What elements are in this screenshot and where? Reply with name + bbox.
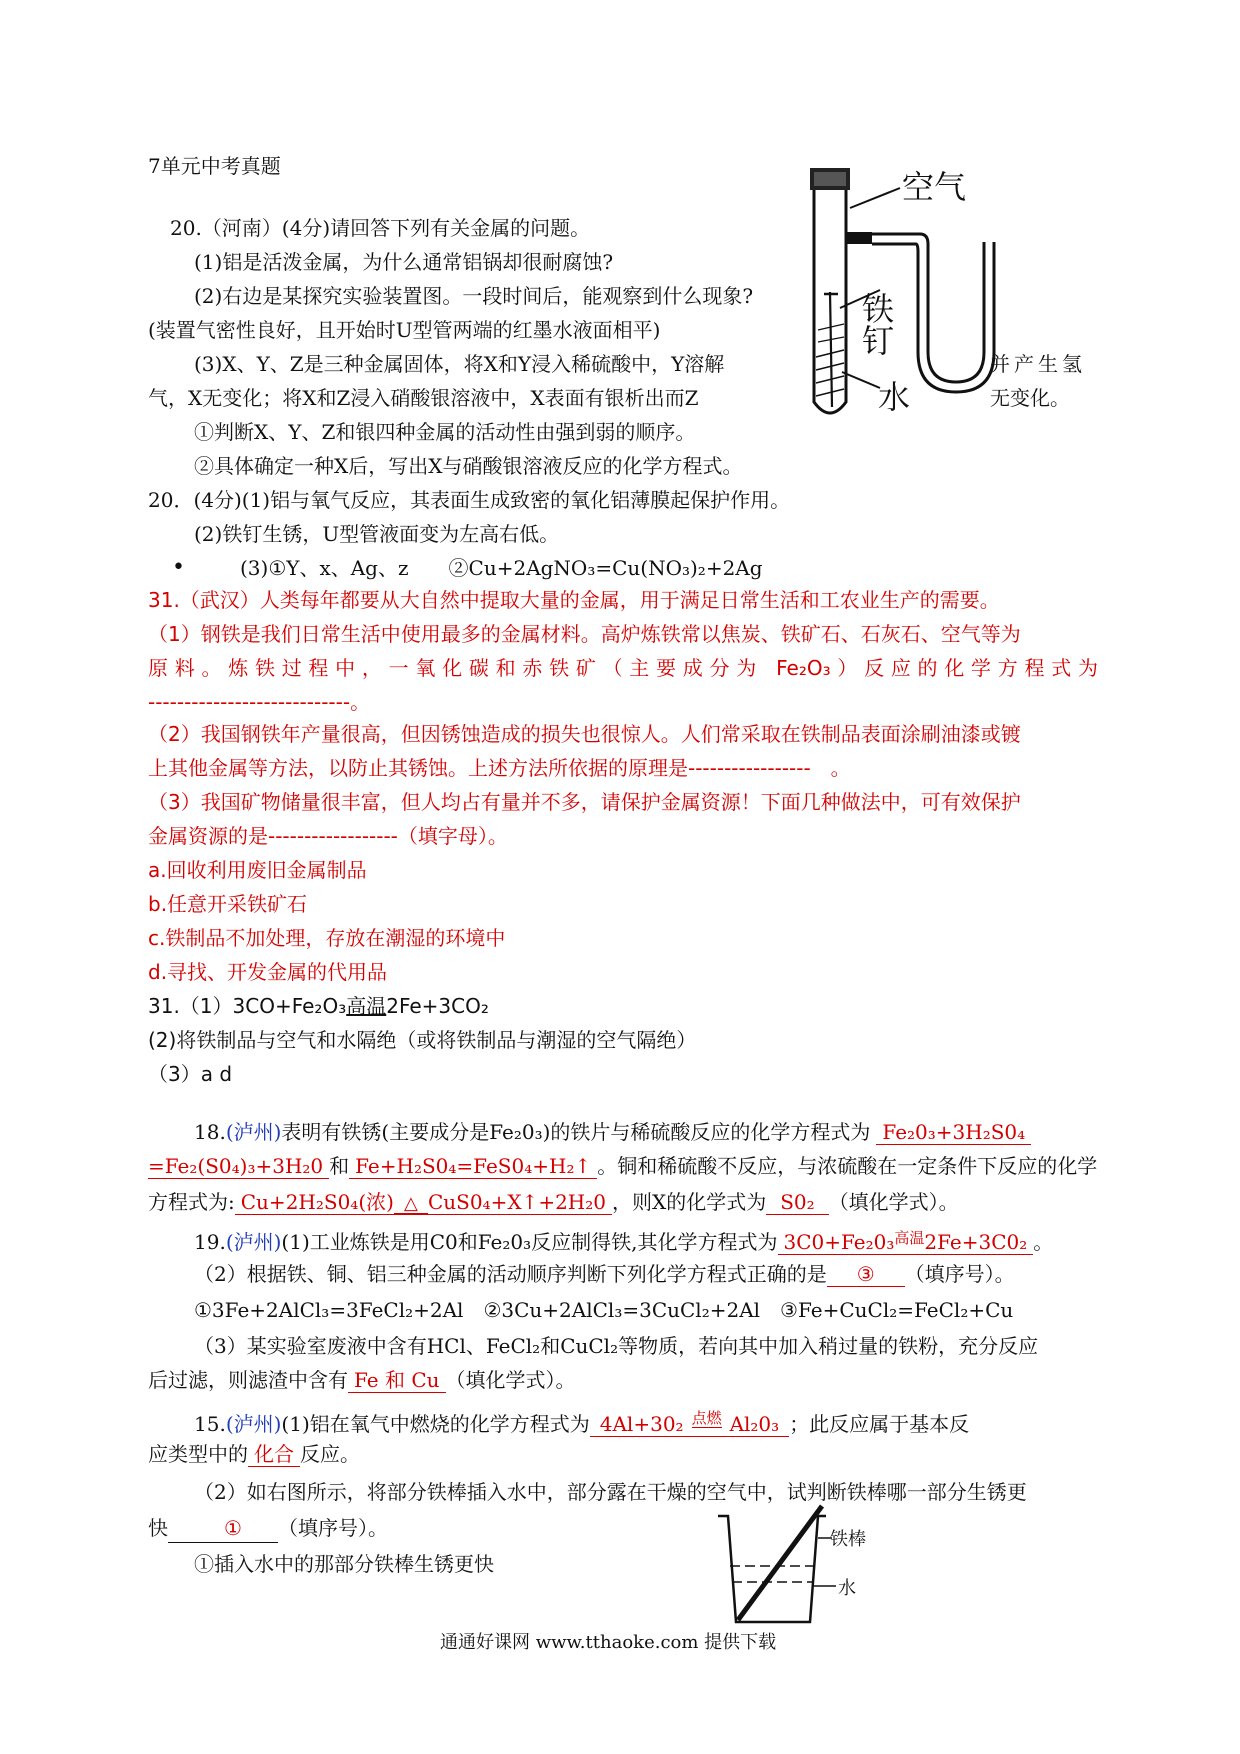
a20-line1: 20．(4分)(1)铝与氧气反应，其表面生成致密的氧化铝薄膜起保护作用。 xyxy=(148,488,791,512)
q19-source: (泸州) xyxy=(225,1230,282,1254)
q18-answer3: Cu+2H₂S0₄(浓) △ CuS0₄+X↑+2H₂0 xyxy=(235,1190,612,1215)
footer-download-note: 通通好课网 www.tthaoke.com 提供下载 xyxy=(440,1632,777,1653)
q20-part3-c: ①判断X、Y、Z和银四种金属的活动性由强到弱的顺序。 xyxy=(194,420,696,444)
q19-text3c: （填化学式）。 xyxy=(445,1368,576,1392)
q19-line2 xyxy=(194,1260,1015,1288)
a20-line2: (2)铁钉生锈，U型管液面变为左高右低。 xyxy=(194,522,560,546)
q15-line4 xyxy=(148,1514,388,1543)
q31-part1-c: ----------------------------。 xyxy=(148,690,371,714)
q19-text3b: 后过滤，则滤渣中含有 xyxy=(148,1368,348,1392)
q20-part3-b: 气，X无变化；将X和Z浸入硝酸银溶液中，X表面有银析出而Z xyxy=(148,386,699,410)
q18-number: 18. xyxy=(194,1120,226,1144)
q18-text5: （填化学式）。 xyxy=(828,1190,959,1214)
a20-line3: (3)①Y、x、Ag、z ②Cu+2AgNO₃=Cu(NO₃)₂+2Ag xyxy=(240,556,763,580)
q18-answer4: S0₂ xyxy=(766,1190,828,1215)
q20-part3-d: ②具体确定一种X后，写出X与硝酸银溶液反应的化学方程式。 xyxy=(194,454,743,478)
fig-label-rod: 铁棒 xyxy=(830,1529,866,1550)
q31-part3-b: 金属资源的是------------------（填字母）。 xyxy=(148,824,508,848)
fig-label-water: 水 xyxy=(878,378,911,416)
q15-answer1-condition: 点燃 xyxy=(691,1409,722,1427)
q15-line1 xyxy=(194,1404,969,1438)
q20-part1: (1)铝是活泼金属，为什么通常铝锅却很耐腐蚀? xyxy=(194,250,614,274)
q18-text2: 。铜和稀硫酸不反应，与浓硫酸在一定条件下反应的化学 xyxy=(597,1154,1098,1178)
q15-text2b: 反应。 xyxy=(300,1442,360,1466)
q15-text5: ①插入水中的那部分铁棒生锈更快 xyxy=(194,1552,494,1576)
q19-answer3: Fe 和 Cu xyxy=(348,1368,446,1393)
q19-line1: 19.(泸州)(1)工业炼铁是用C0和Fe₂0₃反应制得铁,其化学方程式为 3C0+Fe₂0₃$^{高温}$2Fe+3C0₂ 。 xyxy=(194,1229,1054,1254)
q19-line4 xyxy=(148,1366,576,1394)
a31-line2: (2)将铁制品与空气和水隔绝（或将铁制品与潮湿的空气隔绝） xyxy=(148,1028,697,1052)
q31-part1-b: 原料。炼铁过程中，一氧化碳和赤铁矿（主要成分为 Fe₂O₃）反应的化学方程式为 xyxy=(148,656,1098,680)
q15-answer4: ① xyxy=(168,1514,278,1543)
q31-option-d: d.寻找、开发金属的代用品 xyxy=(148,960,388,984)
q19-answer1-condition: 高温 xyxy=(894,1229,925,1247)
heat-triangle-icon: △ xyxy=(394,1195,428,1215)
q18-answer1a: Fe₂0₃+3H₂S0₄ xyxy=(876,1120,1031,1145)
q15-text3: （2）如右图所示，将部分铁棒插入水中，部分露在干燥的空气中，试判断铁棒哪一部分生锈更 xyxy=(194,1480,1027,1504)
q18-text4: ，则X的化学式为 xyxy=(611,1190,767,1214)
q20-stem: 20.（河南）(4分)请回答下列有关金属的问题。 xyxy=(170,216,591,240)
q20-part3-b-tail: 无变化。 xyxy=(990,386,1070,410)
q31-option-c: c.铁制品不加处理，存放在潮湿的环境中 xyxy=(148,926,506,950)
q15-text4b: （填序号）。 xyxy=(278,1516,388,1540)
a31-eq-left: 31.（1）3CO+Fe₂O₃ xyxy=(148,994,347,1018)
test-tube-u-tube-figure xyxy=(790,162,1090,432)
beaker-rod-figure xyxy=(710,1500,910,1628)
q31-part1-a: （1）钢铁是我们日常生活中使用最多的金属材料。高炉炼铁常以焦炭、铁矿石、石灰石、空气等为 xyxy=(148,622,1021,646)
q18-line1 xyxy=(194,1118,1031,1146)
a31-eq-right: 2Fe+3CO₂ xyxy=(386,994,489,1018)
q31-part2-a: （2）我国钢铁年产量很高，但因锈蚀造成的损失也很惊人。人们常采取在铁制品表面涂刷油漆或镀 xyxy=(148,722,1021,746)
q31-option-b: b.任意开采铁矿石 xyxy=(148,892,308,916)
q15-line2 xyxy=(148,1440,360,1468)
fig-label-nail: 铁钉 xyxy=(857,292,895,356)
q19-answer1: 3C0+Fe₂0₃$^{高温}$2Fe+3C0₂ xyxy=(778,1230,1034,1255)
q20-part3-a-tail: 并产生氢 xyxy=(990,352,1086,376)
page-title: 7单元中考真题 xyxy=(148,154,281,178)
q15-text2: 应类型中的 xyxy=(148,1442,248,1466)
q15-text1b: ；此反应属于基本反 xyxy=(789,1412,970,1436)
q19-text1: (1)工业炼铁是用C0和Fe₂0₃反应制得铁,其化学方程式为 xyxy=(281,1230,778,1254)
q18-answer1b: =Fe₂(S0₄)₃+3H₂0 xyxy=(148,1154,329,1179)
q18-and: 和 xyxy=(329,1154,350,1178)
q20-part2-note: (装置气密性良好，且开始时U型管两端的红墨水液面相平) xyxy=(148,318,661,342)
q19-text2: （2）根据铁、铜、铝三种金属的活动顺序判断下列化学方程式正确的是 xyxy=(194,1262,827,1286)
q18-text3: 方程式为: xyxy=(148,1190,235,1214)
q18-line3 xyxy=(148,1188,959,1216)
q18-answer2: Fe+H₂S0₄=FeS0₄+H₂↑ xyxy=(349,1154,597,1179)
q19-answer2: ③ xyxy=(827,1262,905,1287)
q15-number: 15. xyxy=(194,1412,226,1436)
q31-stem: 31.（武汉）人类每年都要从大自然中提取大量的金属，用于满足日常生活和工农业生产的需要。 xyxy=(148,588,1000,612)
q19-number: 19. xyxy=(194,1230,226,1254)
q18-line2 xyxy=(148,1152,1097,1180)
q18-source: (泸州) xyxy=(225,1120,282,1144)
q15-answer1: 4Al+30₂ $^{点燃}$ Al₂0₃ xyxy=(590,1412,789,1437)
q19-text3: （3）某实验室废液中含有HCl、FeCl₂和CuCl₂等物质，若向其中加入稍过量的铁粉，充分反应 xyxy=(194,1334,1039,1358)
q31-part3-a: （3）我国矿物储量很丰富，但人均占有量并不多，请保护金属资源！下面几种做法中，可有效保护 xyxy=(148,790,1021,814)
bullet-dot: • xyxy=(172,555,185,580)
a31-line1 xyxy=(148,992,489,1020)
q19-options: ①3Fe+2AlCl₃=3FeCl₂+2Al ②3Cu+2AlCl₃=3CuCl₂+2Al ③Fe+CuCl₂=FeCl₂+Cu xyxy=(194,1298,1014,1322)
q15-answer2: 化合 xyxy=(248,1442,300,1467)
fig-label-air: 空气 xyxy=(902,168,967,206)
q19-text2b: （填序号）。 xyxy=(904,1262,1015,1286)
q15-text4: 快 xyxy=(148,1516,168,1540)
q20-part2: (2)右边是某探究实验装置图。一段时间后，能观察到什么现象? xyxy=(194,284,754,308)
q31-option-a: a.回收利用废旧金属制品 xyxy=(148,858,367,882)
q15-text1: (1)铝在氧气中燃烧的化学方程式为 xyxy=(281,1412,590,1436)
a31-eq-condition: 高温 xyxy=(346,994,387,1018)
q18-text1: 表明有铁锈(主要成分是Fe₂0₃)的铁片与稀硫酸反应的化学方程式为 xyxy=(281,1120,871,1144)
a31-line3: （3）a d xyxy=(148,1062,233,1086)
q20-part3-a: (3)X、Y、Z是三种金属固体，将X和Y浸入稀硫酸中，Y溶解 xyxy=(194,352,725,376)
fig-label-beaker-water: 水 xyxy=(838,1578,856,1599)
q31-part2-b: 上其他金属等方法，以防止其锈蚀。上述方法所依据的原理是----------------- 。 xyxy=(148,756,851,780)
q15-source: (泸州) xyxy=(225,1412,282,1436)
